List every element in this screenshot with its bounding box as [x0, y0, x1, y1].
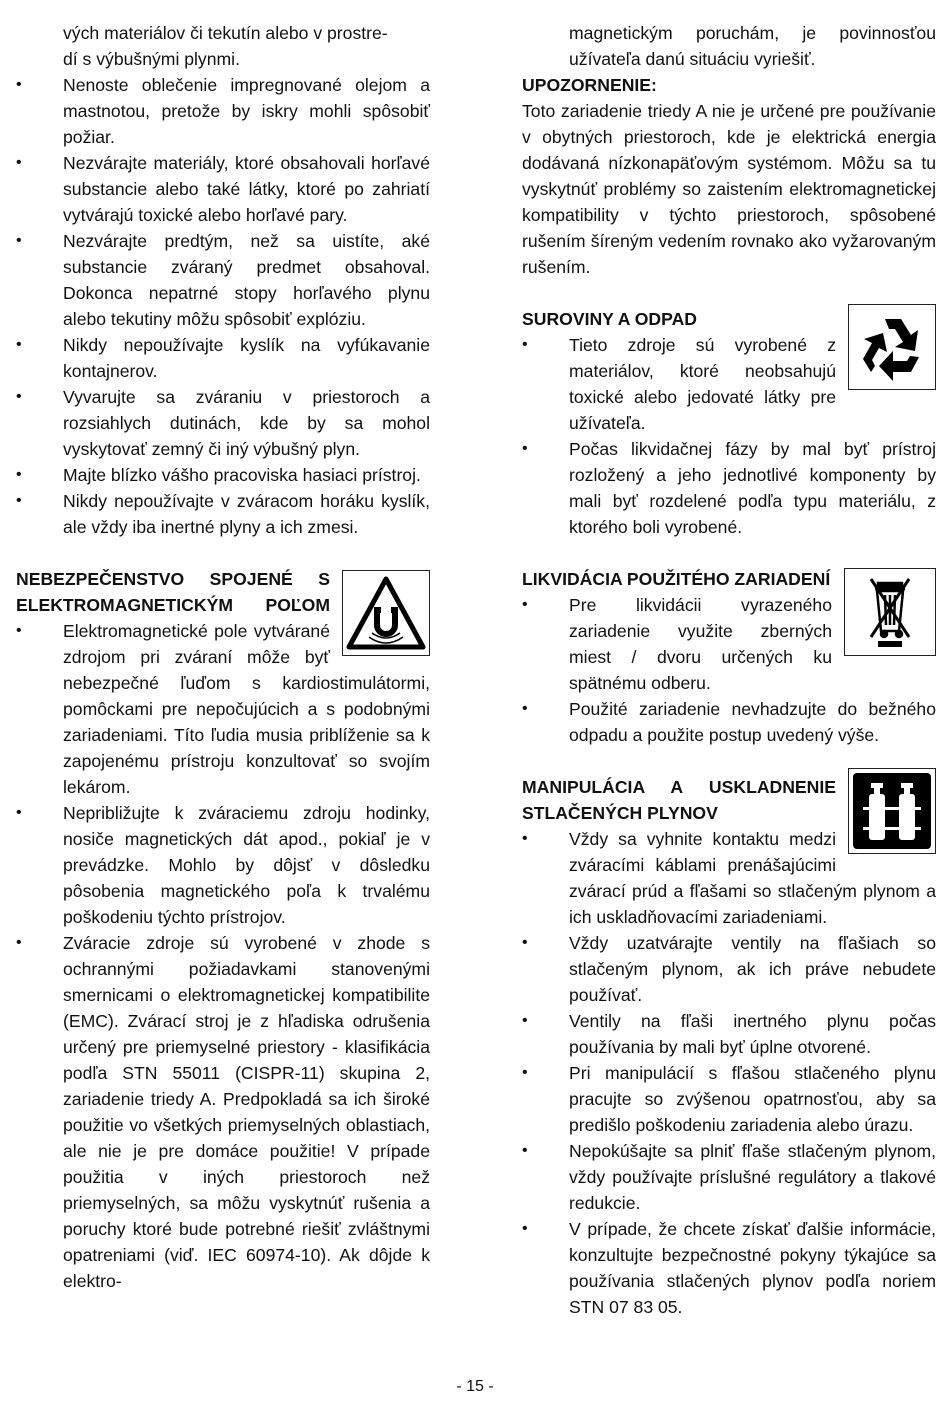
list-item: • Nepokúšajte sa plniť fľaše stlačeným plynom, vždy používajte príslušné regulátory a tlakové redukcie. — [522, 1138, 936, 1216]
warning-text: Toto zariadenie triedy A nie je určené pre používanie v obytných priestoroch, kde je elektrická energia dodávaná nízkonapäťovým systémom. Môžu sa tu vyskytnúť problémy so zaistením elektromagnetickej kompatibility v týchto priestoroch, spôsobené rušením šíreným vedením rovnako ako vyžarovaným rušením. — [522, 101, 936, 277]
list-item: • Elektromagnetické pole vytvárané zdrojom pri zváraní môže byť nebezpečné ľuďom s kardiostimulátormi, pomôckami pre nepočujúcich a s podobnými zariadeniami. Títo ľudia musia priblíženie sa k zapojenému prístroju konzultovať so svojím lekárom. — [16, 618, 430, 800]
section-heading: MANIPULÁCIA A USKLADNENIE STLAČENÝCH PLYNOV — [522, 777, 836, 823]
list-item: • Majte blízko vášho pracoviska hasiaci prístroj. — [16, 462, 430, 488]
right-column — [522, 20, 936, 1320]
list-item: • Pri manipulácií s fľašou stlačeného plynu pracujte so zvýšenou opatrnosťou, aby sa predišlo poškodeniu zariadenia alebo úrazu. — [522, 1060, 936, 1138]
list-item: • Ventily na fľaši inertného plynu počas používania by mali byť úplne otvorené. — [522, 1008, 936, 1060]
list-item: • Nenoste oblečenie impregnované olejom a mastnotou, pretože by iskry mohli spôsobiť požiar. — [16, 72, 430, 150]
list-item: • Zváracie zdroje sú vyrobené v zhode s ochrannými požiadavkami stanovenými smernicami o elektromagnetickej kompatibilite (EMC). Zvárací stroj je z hľadiska odrušenia určený pre priemyselné priestory - klasifikácia podľa STN 55011 (CISPR-11) skupina 2, zariadenie triedy A. Predpokladá sa ich široké použitie vo všetkých priemyselných oblastiach, ale nie je pre domáce použitie! V prípade použitia v iných priestoroch než priemyselných, sa môžu vyskytnúť rušenia a poruchy ktoré bude potrebné riešiť zvláštnymi opatreniami (viď. IEC 60974-10). Ak dôjde k elektro- — [16, 930, 430, 1294]
list-item: • Nezvárajte materiály, ktoré obsahovali horľavé substancie alebo také látky, ktoré po zahriatí vytvárajú toxické alebo horľavé pary. — [16, 150, 430, 228]
list-item: • Nezvárajte predtým, než sa uistíte, aké substancie zváraný predmet obsahoval. Dokonca nepatrné stopy horľavého plynu alebo tekutiny môžu spôsobiť explóziu. — [16, 228, 430, 332]
list-item: • Nikdy nepoužívajte kyslík na vyfúkavanie kontajnerov. — [16, 332, 430, 384]
list-item: • Počas likvidačnej fázy by mal byť prístroj rozložený a jeho jednotlivé komponenty by mali byť rozdelené podľa typu materiálu, z ktorého boli vyrobené. — [522, 436, 936, 540]
list-item: • Vyvarujte sa zváraniu v priestoroch a rozsiahlych dutinách, kde by sa mohol vyskytovať zemný či iný výbušný plyn. — [16, 384, 430, 462]
continued-text-line: vých materiálov či tekutín alebo v prostre- — [63, 23, 388, 43]
continued-text-line: dí s výbušnými plynmi. — [63, 49, 240, 69]
list-item: • Vždy uzatvárajte ventily na fľašiach so stlačeným plynom, ak ich práve nebudete používať. — [522, 930, 936, 1008]
section-heading: LIKVIDÁCIA POUŽITÉHO ZARIADENÍ — [522, 569, 831, 589]
list-item: • Pre likvidácii vyrazeného zariadenie využite zberných miest / dvoru určených ku spätnému odberu. — [522, 592, 936, 696]
left-column — [16, 20, 430, 1294]
warning-heading: UPOZORNENIE: — [522, 75, 657, 95]
continued-text: magnetickým poruchám, je povinnosťou užívateľa danú situáciu vyriešiť. — [569, 23, 936, 69]
list-item: • Nikdy nepoužívajte v zváracom horáku kyslík, ale vždy iba inertné plyny a ich zmesi. — [16, 488, 430, 540]
list-item: • Tieto zdroje sú vyrobené z materiálov, ktoré neobsahujú toxické alebo jedovaté látky pre užívateľa. — [522, 332, 936, 436]
list-item: • Nepribližujte k zváraciemu zdroju hodinky, nosiče magnetických dát apod., pokiaľ je v prevádzke. Mohlo by dôjsť v dôsledku pôsobenia magnetického poľa k trvalému poškodeniu týchto prístrojov. — [16, 800, 430, 930]
section-heading: NEBEZPEČENSTVO SPOJENÉ S ELEKTROMAGNETICKÝM POĽOM — [16, 569, 330, 615]
page-number: - 15 - — [456, 1378, 494, 1395]
list-item: • Vždy sa vyhnite kontaktu medzi zváracími káblami prenášajúcimi zvárací prúd a fľašami so stlačeným plynom a ich uskladňovacími zariadeniami. — [522, 826, 936, 930]
list-item: • Použité zariadenie nevhadzujte do bežného odpadu a použite postup uvedený výše. — [522, 696, 936, 748]
section-heading: SUROVINY A ODPAD — [522, 309, 697, 329]
list-item: • V prípade, že chcete získať ďalšie informácie, konzultujte bezpečnostné pokyny týkajúce sa používania stlačených plynov podľa noriem STN 07 83 05. — [522, 1216, 936, 1320]
